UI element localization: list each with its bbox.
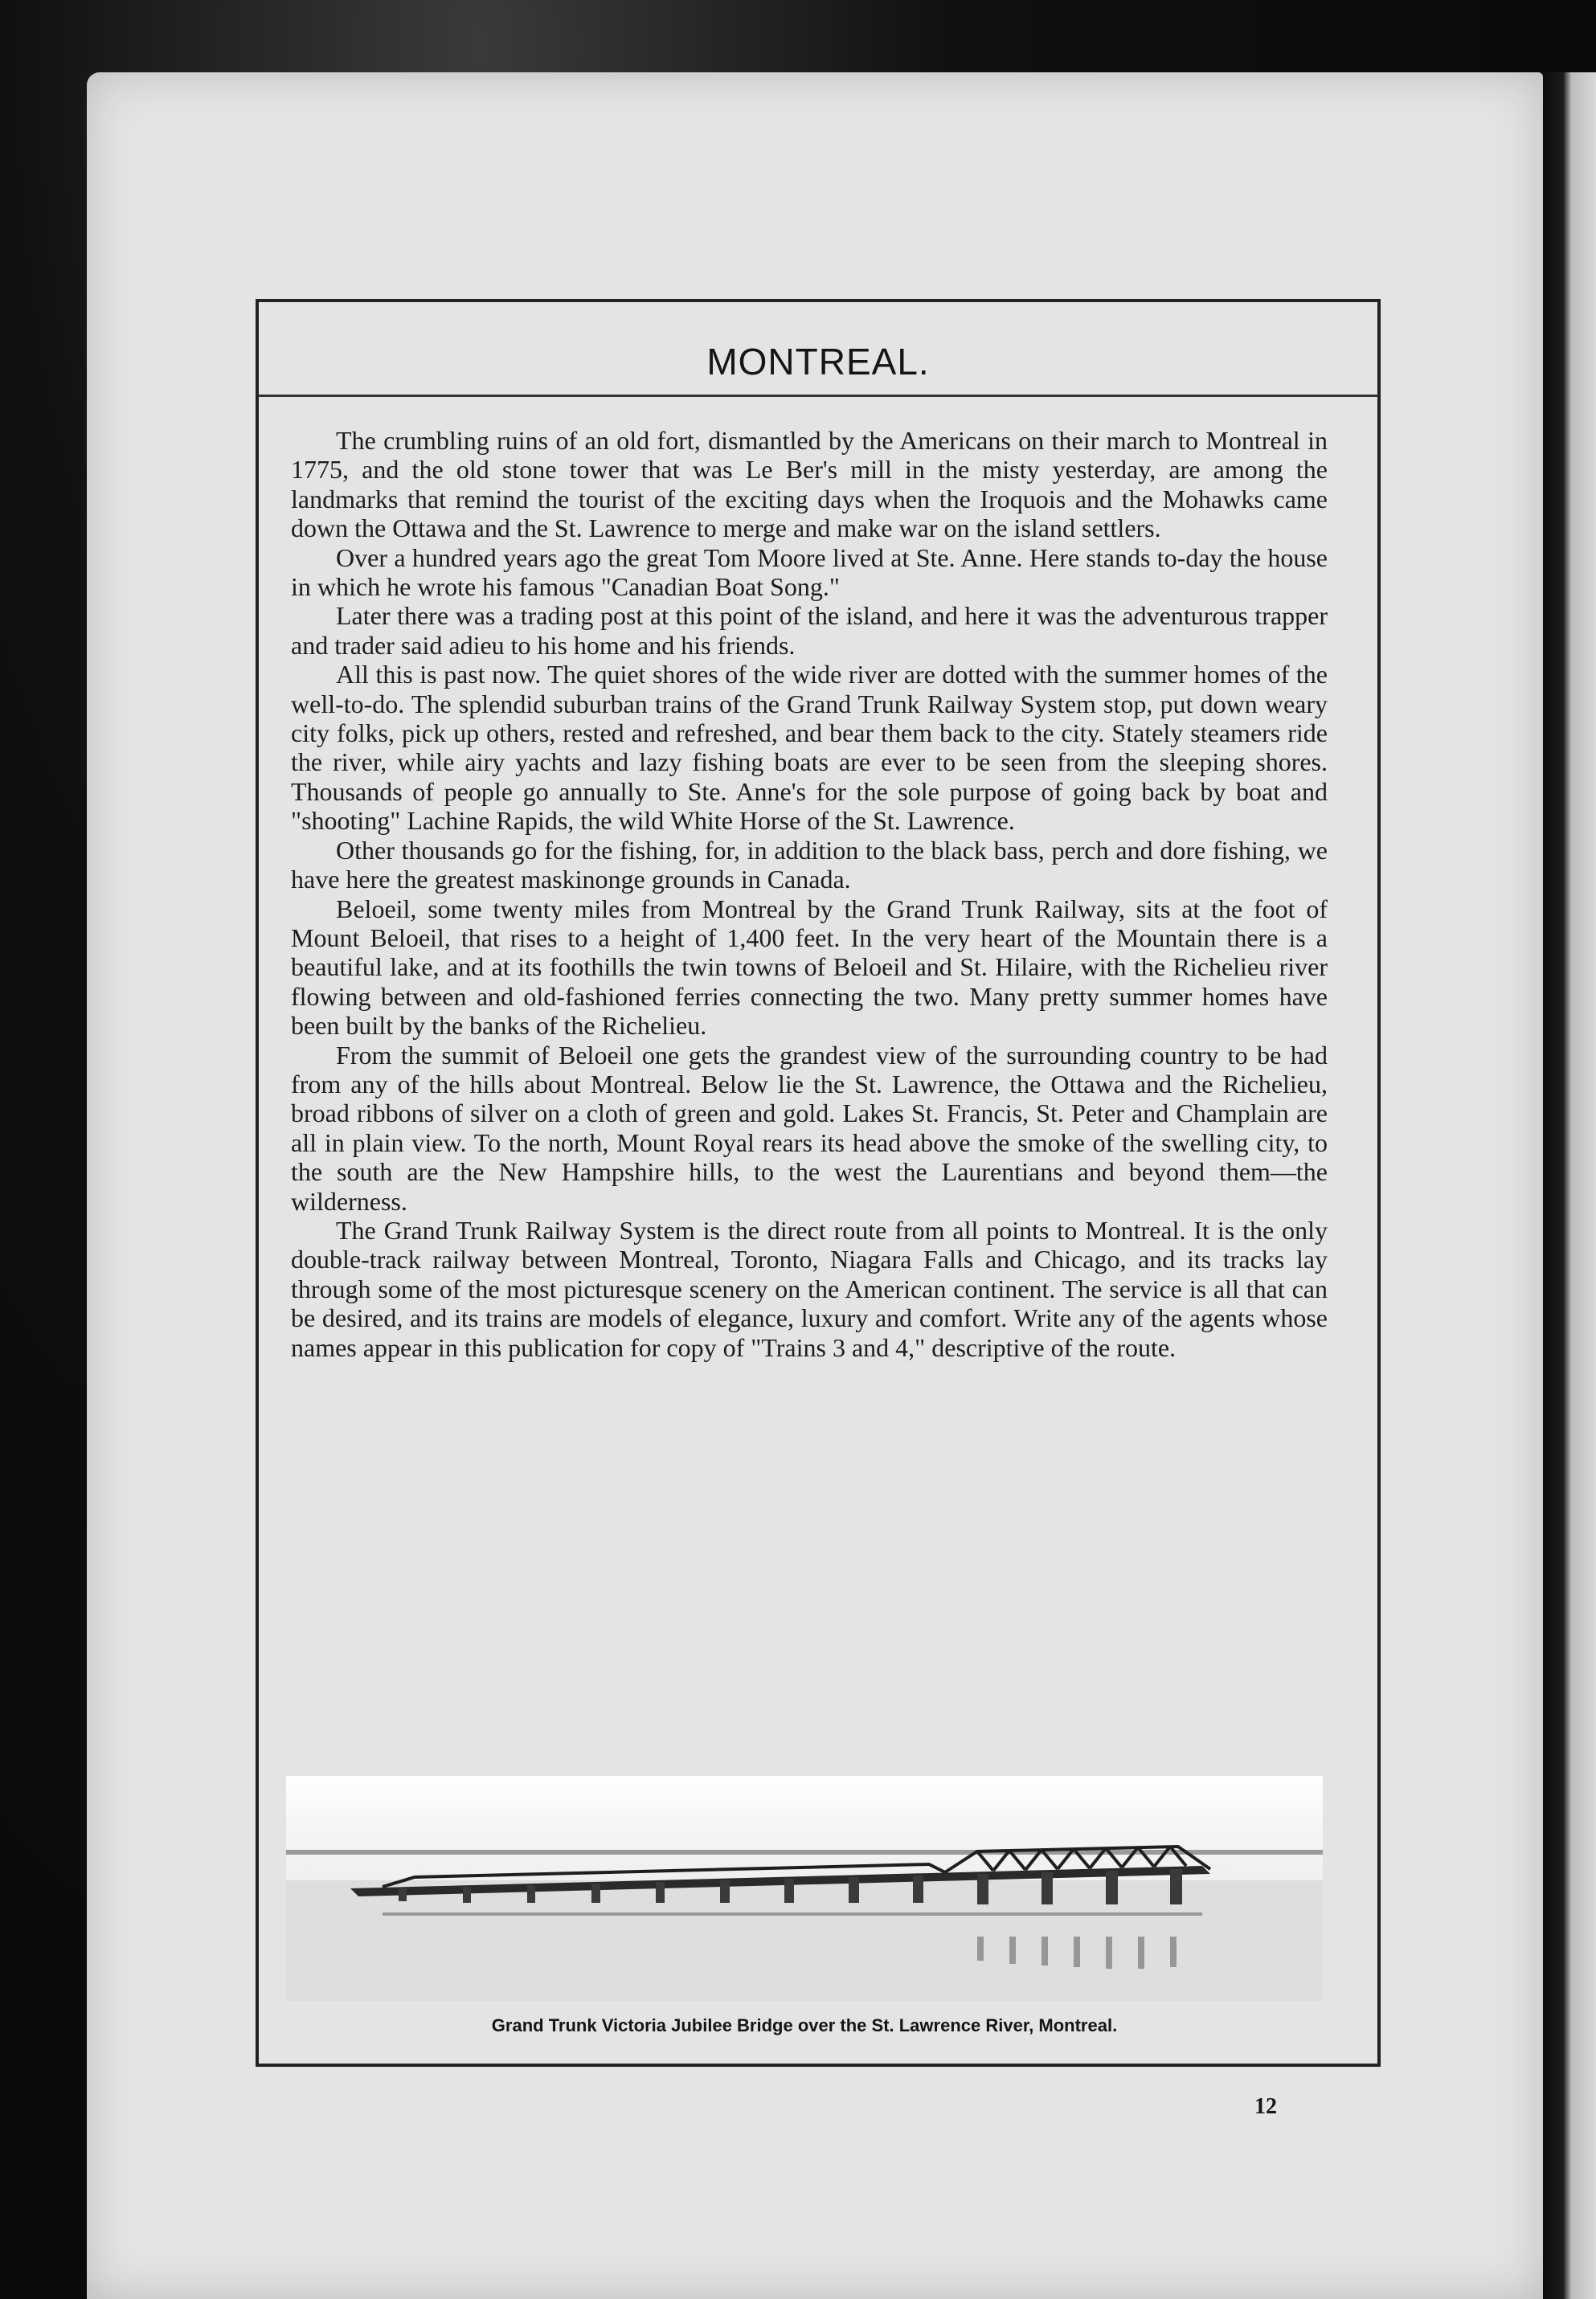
paragraph: All this is past now. The quiet shores of the wide river are dotted with the summer homes of the well-to-do. The splendid suburban trains of the Grand Trunk Railway System stop, put down weary city folks, pick up others, rested and refreshed, and bear them back to the city. Stately steamers ride the river, while airy yachts and lazy fishing boats are ever to be seen from the sleeping shores. Thousands of people go annually to Ste. Anne's for the sole purpose of going back by boat and "shooting" Lachine Rapids, the wild White Horse of the St. Lawrence. (291, 660, 1328, 836)
paragraph: From the summit of Beloeil one gets the grandest view of the surrounding country to be had from any of the hills about Montreal. Below lie the St. Lawrence, the Ottawa and the Richelieu, broad ribbons of silver on a cloth of green and gold. Lakes St. Francis, St. Peter and Champlain are all in plain view. To the north, Mount Royal rears its head above the smoke of the swelling city, to the south are the New Hampshire hills, to the west the Laurentians and beyond them—the wilderness. (291, 1040, 1328, 1216)
paragraph: Other thousands go for the fishing, for, in addition to the black bass, perch and dore fishing, we have here the greatest maskinonge grounds in Canada. (291, 835, 1328, 894)
bridge-illustration (286, 1776, 1323, 2001)
page-number: 12 (1254, 2094, 1277, 2119)
river-water (286, 1880, 1323, 2001)
paragraph: Over a hundred years ago the great Tom Moore lived at Ste. Anne. Here stands to-day the house in which he wrote his famous "Canadian Boat Song." (291, 542, 1328, 602)
book-binding-edge (1541, 72, 1596, 2299)
bridge-photo (286, 1776, 1323, 2001)
paragraph: Later there was a trading post at this point of the island, and here it was the adventurous trapper and trader said adieu to his home and his friends. (291, 601, 1328, 660)
paragraph: Beloeil, some twenty miles from Montreal by the Grand Trunk Railway, sits at the foot of Mount Beloeil, that rises to a height of 1,400 feet. In the very heart of the Mountain there is a beautiful lake, and at its foothills the twin towns of Beloeil and St. Hilaire, with the Richelieu river flowing between and old-fashioned ferries connecting the two. Many pretty summer homes have been built by the banks of the Richelieu. (291, 894, 1328, 1041)
article-body (291, 426, 1328, 1362)
title-box (259, 309, 1377, 397)
figure-caption: Grand Trunk Victoria Jubilee Bridge over the St. Lawrence River, Montreal. (491, 2015, 1118, 2035)
paragraph: The crumbling ruins of an old fort, dismantled by the Americans on their march to Montreal in 1775, and the old stone tower that was Le Ber's mill in the misty yesterday, are among the landmarks that remind the tourist of the exciting days when the Iroquois and the Mohawks came down the Ottawa and the St. Lawrence to merge and make war on the island settlers. (291, 426, 1328, 543)
page-title: MONTREAL. (706, 340, 930, 382)
paragraph: The Grand Trunk Railway System is the direct route from all points to Montreal. It is the only double-track railway between Montreal, Toronto, Niagara Falls and Chicago, and its tracks lay through some of the most picturesque scenery on the American continent. The service is all that can be desired, and its trains are models of elegance, luxury and comfort. Write any of the agents whose names appear in this publication for copy of "Trains 3 and 4," descriptive of the route. (291, 1215, 1328, 1362)
